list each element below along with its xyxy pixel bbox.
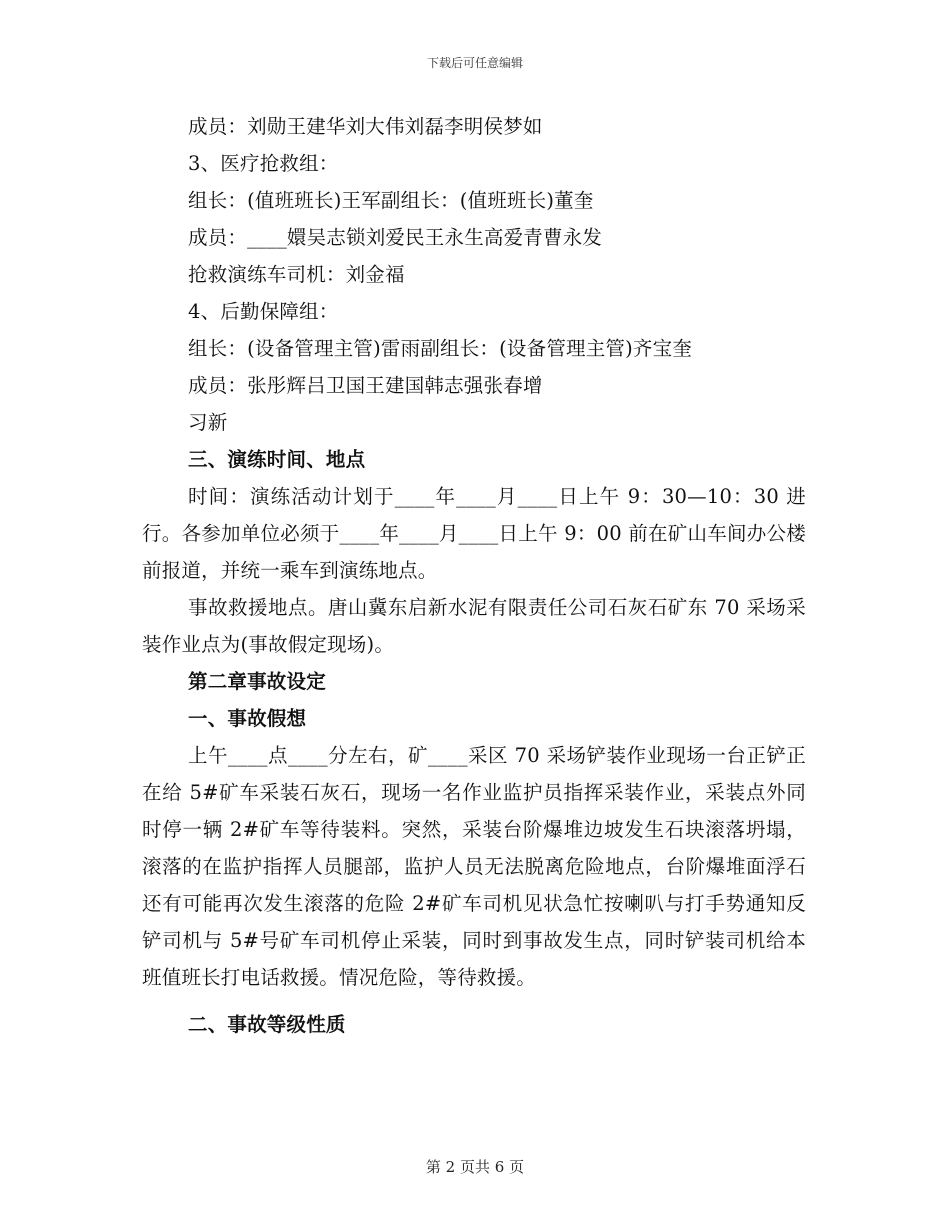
section-heading: 三、演练时间、地点 xyxy=(188,448,366,471)
page-footer: 第 2 页共 6 页 xyxy=(425,1158,525,1176)
section-heading: 一、事故假想 xyxy=(188,707,307,730)
text-line: 习新 xyxy=(188,411,228,434)
text-line: 抢救演练车司机：刘金福 xyxy=(188,263,405,286)
section-heading: 二、事故等级性质 xyxy=(188,1013,346,1036)
paragraph-time: 时间：演练活动计划于____年____月____日上午 9：30—10：30 进行。各参加单位必须于____年____月____日上午 9：00 前在矿山车间办公楼前报道，并统一乘车到演练地点。 xyxy=(142,485,806,582)
text-line: 组长：(值班班长)王军副组长：(值班班长)董奎 xyxy=(188,189,594,212)
text-line: 成员：____嬛吴志锁刘爱民王永生高爱青曹永发 xyxy=(188,226,603,249)
page-header: 下载后可任意编辑 xyxy=(426,56,523,70)
document-body xyxy=(142,108,806,1043)
paragraph-accident: 上午____点____分左右，矿____采区 70 采场铲装作业现场一台正铲正在给 5#矿车采装石灰石，现场一名作业监护员指挥采装作业，采装点外同时停一辆 2#矿车等待装料。突然，采装台阶爆堆边坡发生石块滚落坍塌，滚落的在监护指挥人员腿部，监护人员无法脱离危险地点，台阶爆堆面浮石还有可能再次发生滚落的危险 2#矿车司机见状急忙按喇叭与打手势通知反铲司机与 5#号矿车司机停止采装，同时到事故发生点，同时铲装司机给本班值班长打电话救援。情况危险，等待救援。 xyxy=(142,744,806,989)
text-line: 成员：刘勋王建华刘大伟刘磊李明侯梦如 xyxy=(188,115,543,138)
paragraph-location: 事故救援地点。唐山冀东启新水泥有限责任公司石灰石矿东 70 采场采装作业点为(事故假定现场)。 xyxy=(142,596,806,656)
text-line: 成员：张彤辉吕卫国王建国韩志强张春增 xyxy=(188,374,543,397)
text-line: 组长：(设备管理主管)雷雨副组长：(设备管理主管)齐宝奎 xyxy=(188,337,693,360)
text-line: 4、后勤保障组： xyxy=(188,300,339,323)
chapter-heading: 第二章事故设定 xyxy=(188,670,326,693)
text-line: 3、医疗抢救组： xyxy=(188,152,339,175)
